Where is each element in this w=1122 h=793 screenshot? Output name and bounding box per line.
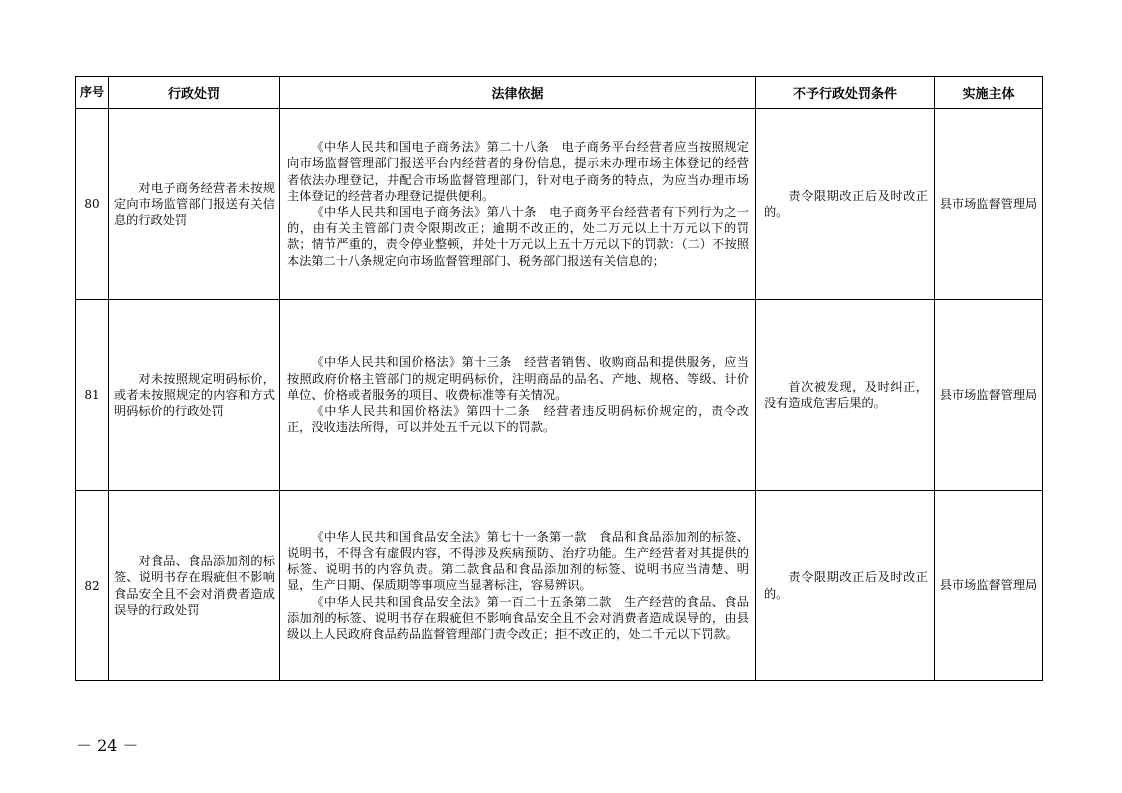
authority-text: 县市场监督管理局 <box>939 578 1038 593</box>
table-row <box>76 109 1043 300</box>
legal-basis-paragraph: 《中华人民共和国价格法》第十三条 经营者销售、收购商品和提供服务，应当按照政府价格主管部门的规定明码标价，注明商品的品名、产地、规格、等级、计价单位、价格或者服务的项目、收费标准等有关情况。 <box>287 355 749 402</box>
legal-basis-cell <box>280 491 756 681</box>
condition-cell <box>756 491 935 681</box>
table-row <box>76 491 1043 681</box>
penalty-text: 对电子商务经营者未按规定向市场监管部门报送有关信息的行政处罚 <box>114 180 275 228</box>
condition-text: 责令限期改正后及时改正的。 <box>764 570 928 601</box>
condition-cell <box>756 109 935 300</box>
authority-text: 县市场监督管理局 <box>939 387 1038 402</box>
header-implementing-body: 实施主体 <box>935 77 1043 109</box>
legal-basis-paragraph: 《中华人民共和国电子商务法》第二十八条 电子商务平台经营者应当按照规定向市场监督管理部门报送平台内经营者的身份信息，提示未办理市场主体登记的经营者依法办理登记，并配合市场监督管理部门，针对电子商务的特点，为应当办理市场主体登记的经营者办理登记提供便利。 <box>287 140 749 203</box>
page-number: － 24 － <box>76 736 139 755</box>
table-header-row <box>76 77 1043 109</box>
row-seq: 81 <box>76 300 109 491</box>
penalty-text: 对食品、食品添加剂的标签、说明书存在瑕疵但不影响食品安全且不会对消费者造成误导的行政处罚 <box>114 554 275 617</box>
header-seq: 序号 <box>76 77 109 109</box>
authority-cell <box>935 491 1043 681</box>
header-legal-basis: 法律依据 <box>280 77 756 109</box>
authority-text: 县市场监督管理局 <box>939 196 1038 211</box>
penalty-text: 对未按照规定明码标价，或者未按照规定的内容和方式明码标价的行政处罚 <box>114 371 275 419</box>
legal-basis-paragraph: 《中华人民共和国价格法》第四十二条 经营者违反明码标价规定的，责令改正，没收违法所得，可以并处五千元以下的罚款。 <box>287 404 749 435</box>
authority-cell <box>935 109 1043 300</box>
table-row <box>76 300 1043 491</box>
condition-text: 首次被发现，及时纠正，没有造成危害后果的。 <box>764 379 928 410</box>
legal-basis-paragraph: 《中华人民共和国食品安全法》第七十一条第一款 食品和食品添加剂的标签、说明书，不得含有虚假内容，不得涉及疾病预防、治疗功能。生产经营者对其提供的标签、说明书的内容负责。第二款食品和食品添加剂的标签、说明书应当清楚、明显，生产日期、保质期等事项应当显著标注，容易辨识。 <box>287 529 749 593</box>
legal-basis-paragraph: 《中华人民共和国食品安全法》第一百二十五条第二款 生产经营的食品、食品添加剂的标签、说明书存在瑕疵但不影响食品安全且不会对消费者造成误导的，由县级以上人民政府食品药品监督管理部门责令改正；拒不改正的，处二千元以下罚款。 <box>287 594 749 641</box>
penalty-cell <box>109 491 280 681</box>
condition-text: 责令限期改正后及时改正的。 <box>764 188 928 219</box>
header-no-penalty-conditions: 不予行政处罚条件 <box>756 77 935 109</box>
penalty-cell <box>109 300 280 491</box>
penalty-cell <box>109 109 280 300</box>
condition-cell <box>756 300 935 491</box>
legal-basis-paragraph: 《中华人民共和国电子商务法》第八十条 电子商务平台经营者有下列行为之一的，由有关主管部门责令限期改正；逾期不改正的，处二万元以上十万元以下的罚款；情节严重的，责令停业整顿，并处十万元以上五十万元以下的罚款：（二）不按照本法第二十八条规定向市场监督管理部门、税务部门报送有关信息的； <box>287 205 749 268</box>
authority-cell <box>935 300 1043 491</box>
row-seq: 82 <box>76 491 109 681</box>
legal-basis-cell <box>280 300 756 491</box>
row-seq: 80 <box>76 109 109 300</box>
header-penalty: 行政处罚 <box>109 77 280 109</box>
penalty-table <box>75 76 1043 681</box>
legal-basis-cell <box>280 109 756 300</box>
